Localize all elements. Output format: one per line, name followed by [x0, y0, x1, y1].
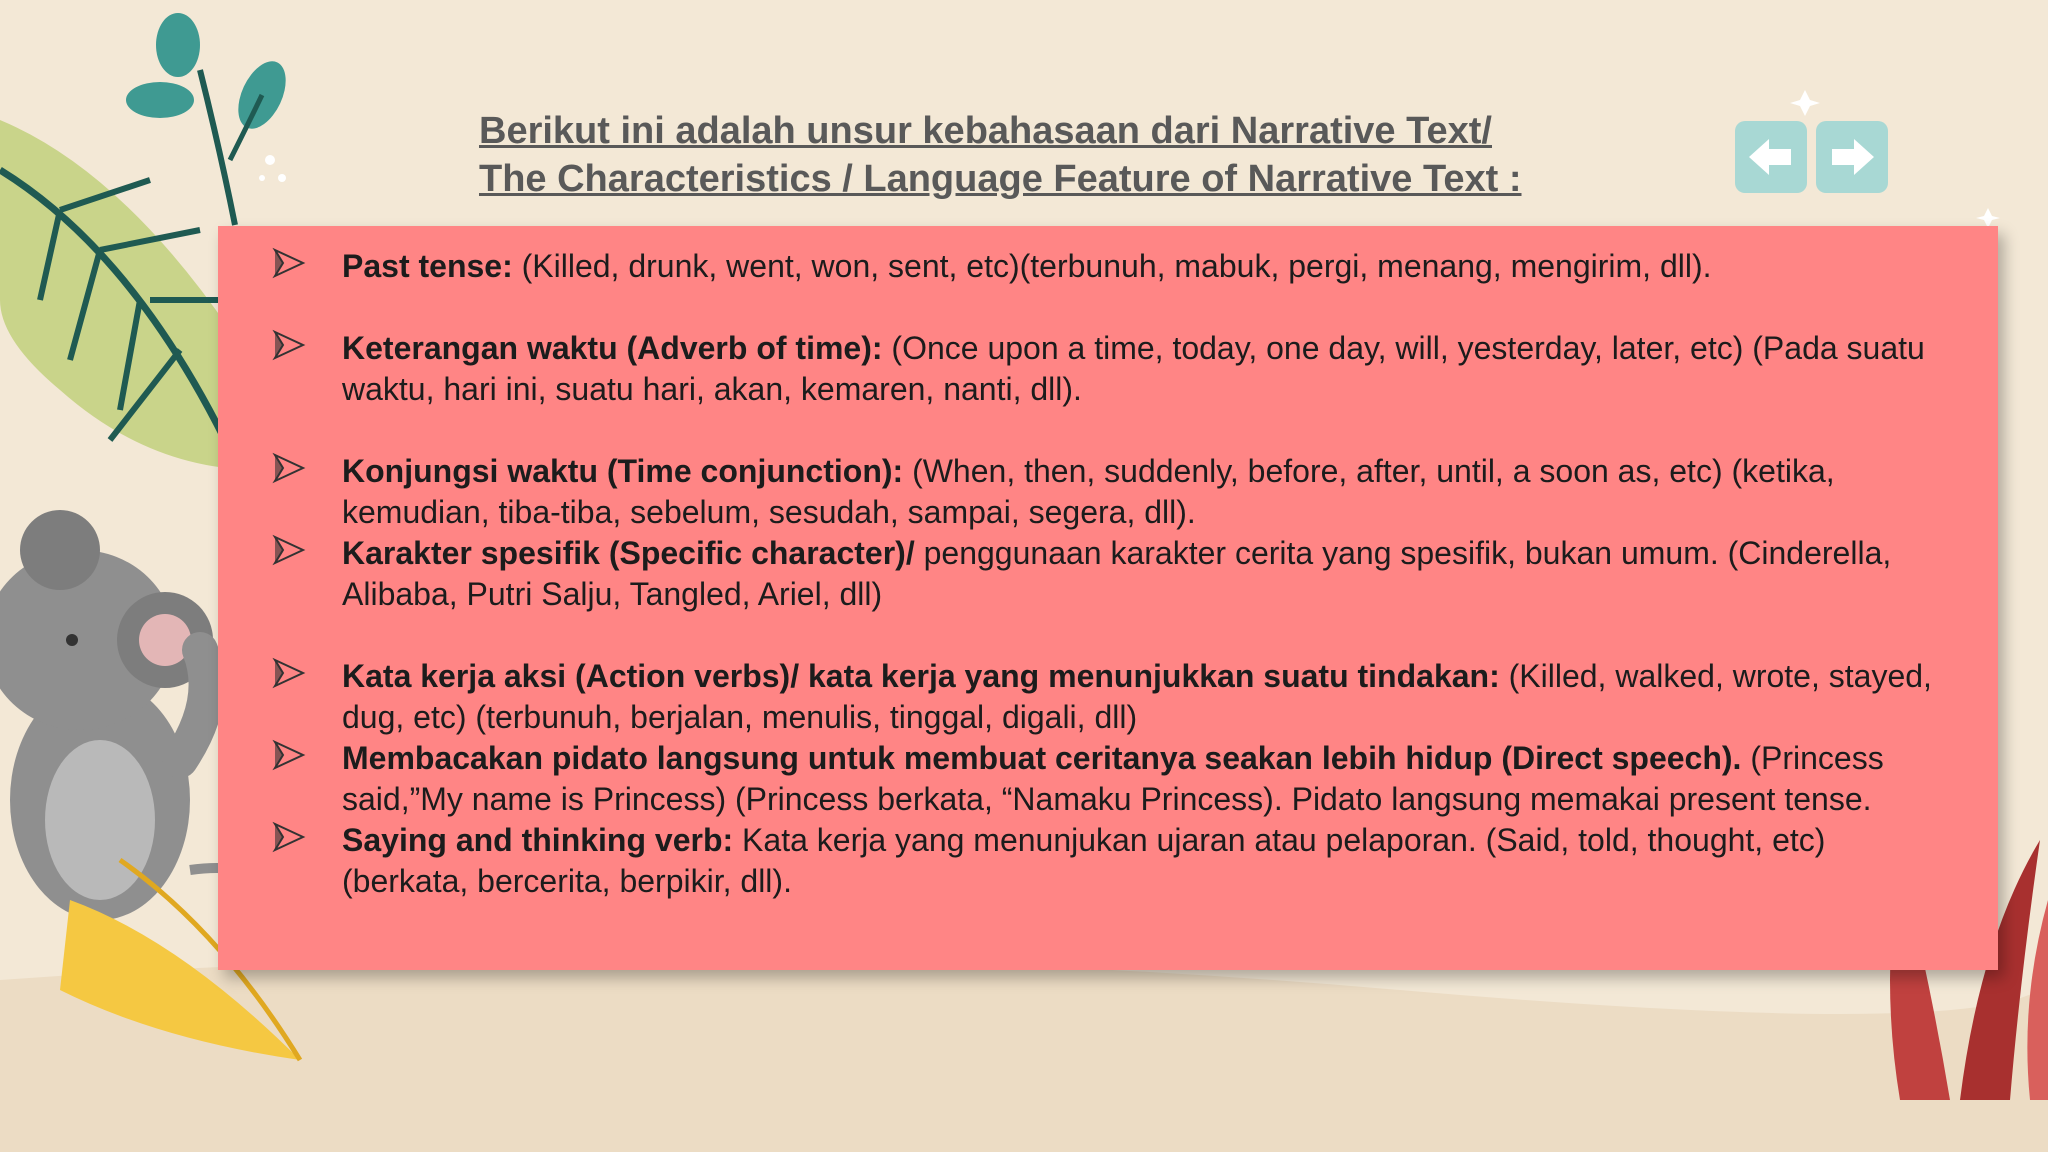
arrow-bullet-icon	[272, 533, 306, 567]
title-line-1: Berikut ini adalah unsur kebahasaan dari Narrative Text/	[479, 110, 1492, 152]
item-term: Karakter spesifik (Specific character)/	[342, 535, 915, 571]
title-line-2: The Characteristics / Language Feature of Narrative Text :	[479, 158, 1522, 200]
list-item	[218, 533, 1998, 615]
item-term: Membacakan pidato langsung untuk membuat ceritanya seakan lebih hidup (Direct speech).	[342, 740, 1742, 776]
list-item	[218, 738, 1998, 820]
content-panel	[218, 226, 1998, 970]
leaf-teal-icon	[126, 13, 295, 225]
list-item	[218, 451, 1998, 533]
right-arrow-icon	[1828, 137, 1876, 177]
list-item	[218, 656, 1998, 738]
item-text: penggunaan karakter cerita yang spesifik, bukan umum. (Cinderella, Alibaba, Putri Salju, Tangled, Ariel, dll)	[342, 535, 1892, 612]
list-item	[218, 328, 1998, 410]
arrow-bullet-icon	[272, 328, 306, 362]
arrow-bullet-icon	[272, 820, 306, 854]
previous-slide-button[interactable]	[1735, 121, 1807, 193]
next-slide-button[interactable]	[1816, 121, 1888, 193]
item-text: (When, then, suddenly, before, after, until, a soon as, etc) (ketika, kemudian, tiba-tiba, sebelum, sesudah, sampai, segera, dll).	[342, 453, 1835, 530]
item-text: (Princess said,”My name is Princess) (Princess berkata, “Namaku Princess). Pidato langsung memakai present tense.	[342, 740, 1884, 817]
item-term: Keterangan waktu (Adverb of time):	[342, 330, 883, 366]
list-item	[218, 820, 1998, 902]
item-term: Konjungsi waktu (Time conjunction):	[342, 453, 904, 489]
item-text: (Killed, drunk, went, won, sent, etc)(terbunuh, mabuk, pergi, menang, mengirim, dll).	[512, 248, 1712, 284]
item-text: Kata kerja yang menunjukan ujaran atau pelaporan. (Said, told, thought, etc) (berkata, bercerita, berpikir, dll).	[342, 822, 1826, 899]
left-arrow-icon	[1747, 137, 1795, 177]
item-term: Past tense:	[342, 248, 513, 284]
item-term: Saying and thinking verb:	[342, 822, 734, 858]
item-text: (Once upon a time, today, one day, will, yesterday, later, etc) (Pada suatu waktu, hari ini, suatu hari, akan, kemaren, nanti, dll).	[342, 330, 1925, 407]
item-term: Kata kerja aksi (Action verbs)/ kata kerja yang menunjukkan suatu tindakan:	[342, 658, 1500, 694]
arrow-bullet-icon	[272, 656, 306, 690]
arrow-bullet-icon	[272, 246, 306, 280]
arrow-bullet-icon	[272, 451, 306, 485]
item-text: (Killed, walked, wrote, stayed, dug, etc) (terbunuh, berjalan, menulis, tinggal, digali, dll)	[342, 658, 1932, 735]
feature-list	[218, 246, 1998, 902]
list-item	[218, 246, 1998, 287]
slide-title	[479, 107, 1679, 203]
arrow-bullet-icon	[272, 738, 306, 772]
